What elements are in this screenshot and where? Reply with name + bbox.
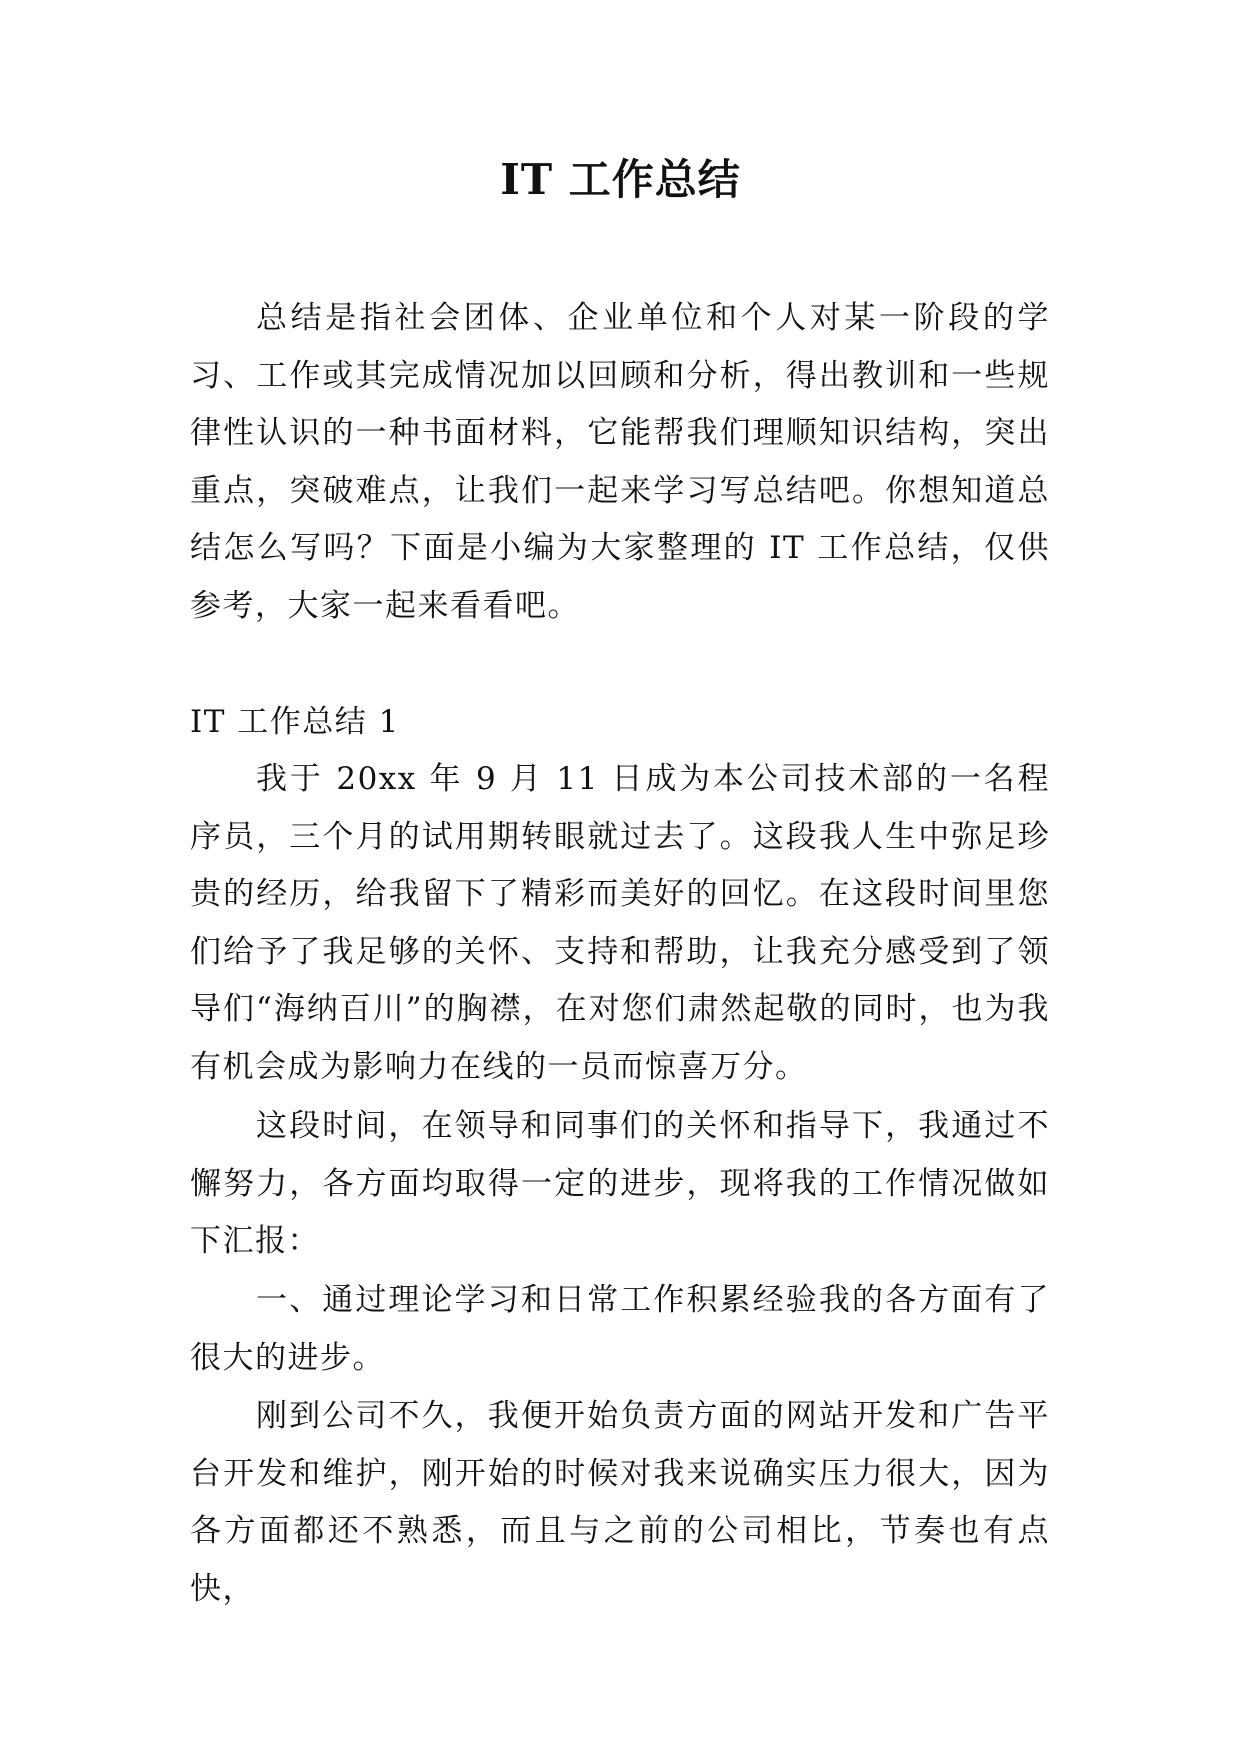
- body-paragraph: 一、通过理论学习和日常工作积累经验我的各方面有了很大的进步。: [190, 1282, 1050, 1376]
- intro-paragraph: 总结是指社会团体、企业单位和个人对某一阶段的学习、工作或其完成情况加以回顾和分析，得出教训和一些规律性认识的一种书面材料，它能帮我们理顺知识结构，突出重点，突破难点，让我们一起来学习写总结吧。你想知道总结怎么写吗？下面是小编为大家整理的 IT 工作总结，仅供参考，大家一起来看看吧。: [190, 300, 1050, 624]
- body-paragraph: 刚到公司不久，我便开始负责方面的网站开发和广告平台开发和维护，刚开始的时候对我来说确实压力很大，因为各方面都还不熟悉，而且与之前的公司相比，节奏也有点快，: [190, 1398, 1050, 1607]
- section-heading: IT 工作总结 1: [190, 704, 400, 740]
- document-title: IT 工作总结: [500, 155, 741, 204]
- body-paragraph: 这段时间，在领导和同事们的关怀和指导下，我通过不懈努力，各方面均取得一定的进步，现将我的工作情况做如下汇报：: [190, 1108, 1050, 1259]
- body-paragraph: 我于 20xx 年 9 月 11 日成为本公司技术部的一名程序员，三个月的试用期转眼就过去了。这段我人生中弥足珍贵的经历，给我留下了精彩而美好的回忆。在这段时间里您们给予了我足够的关怀、支持和帮助，让我充分感受到了领导们“海纳百川”的胸襟，在对您们肃然起敬的同时，也为我有机会成为影响力在线的一员而惊喜万分。: [190, 761, 1050, 1085]
